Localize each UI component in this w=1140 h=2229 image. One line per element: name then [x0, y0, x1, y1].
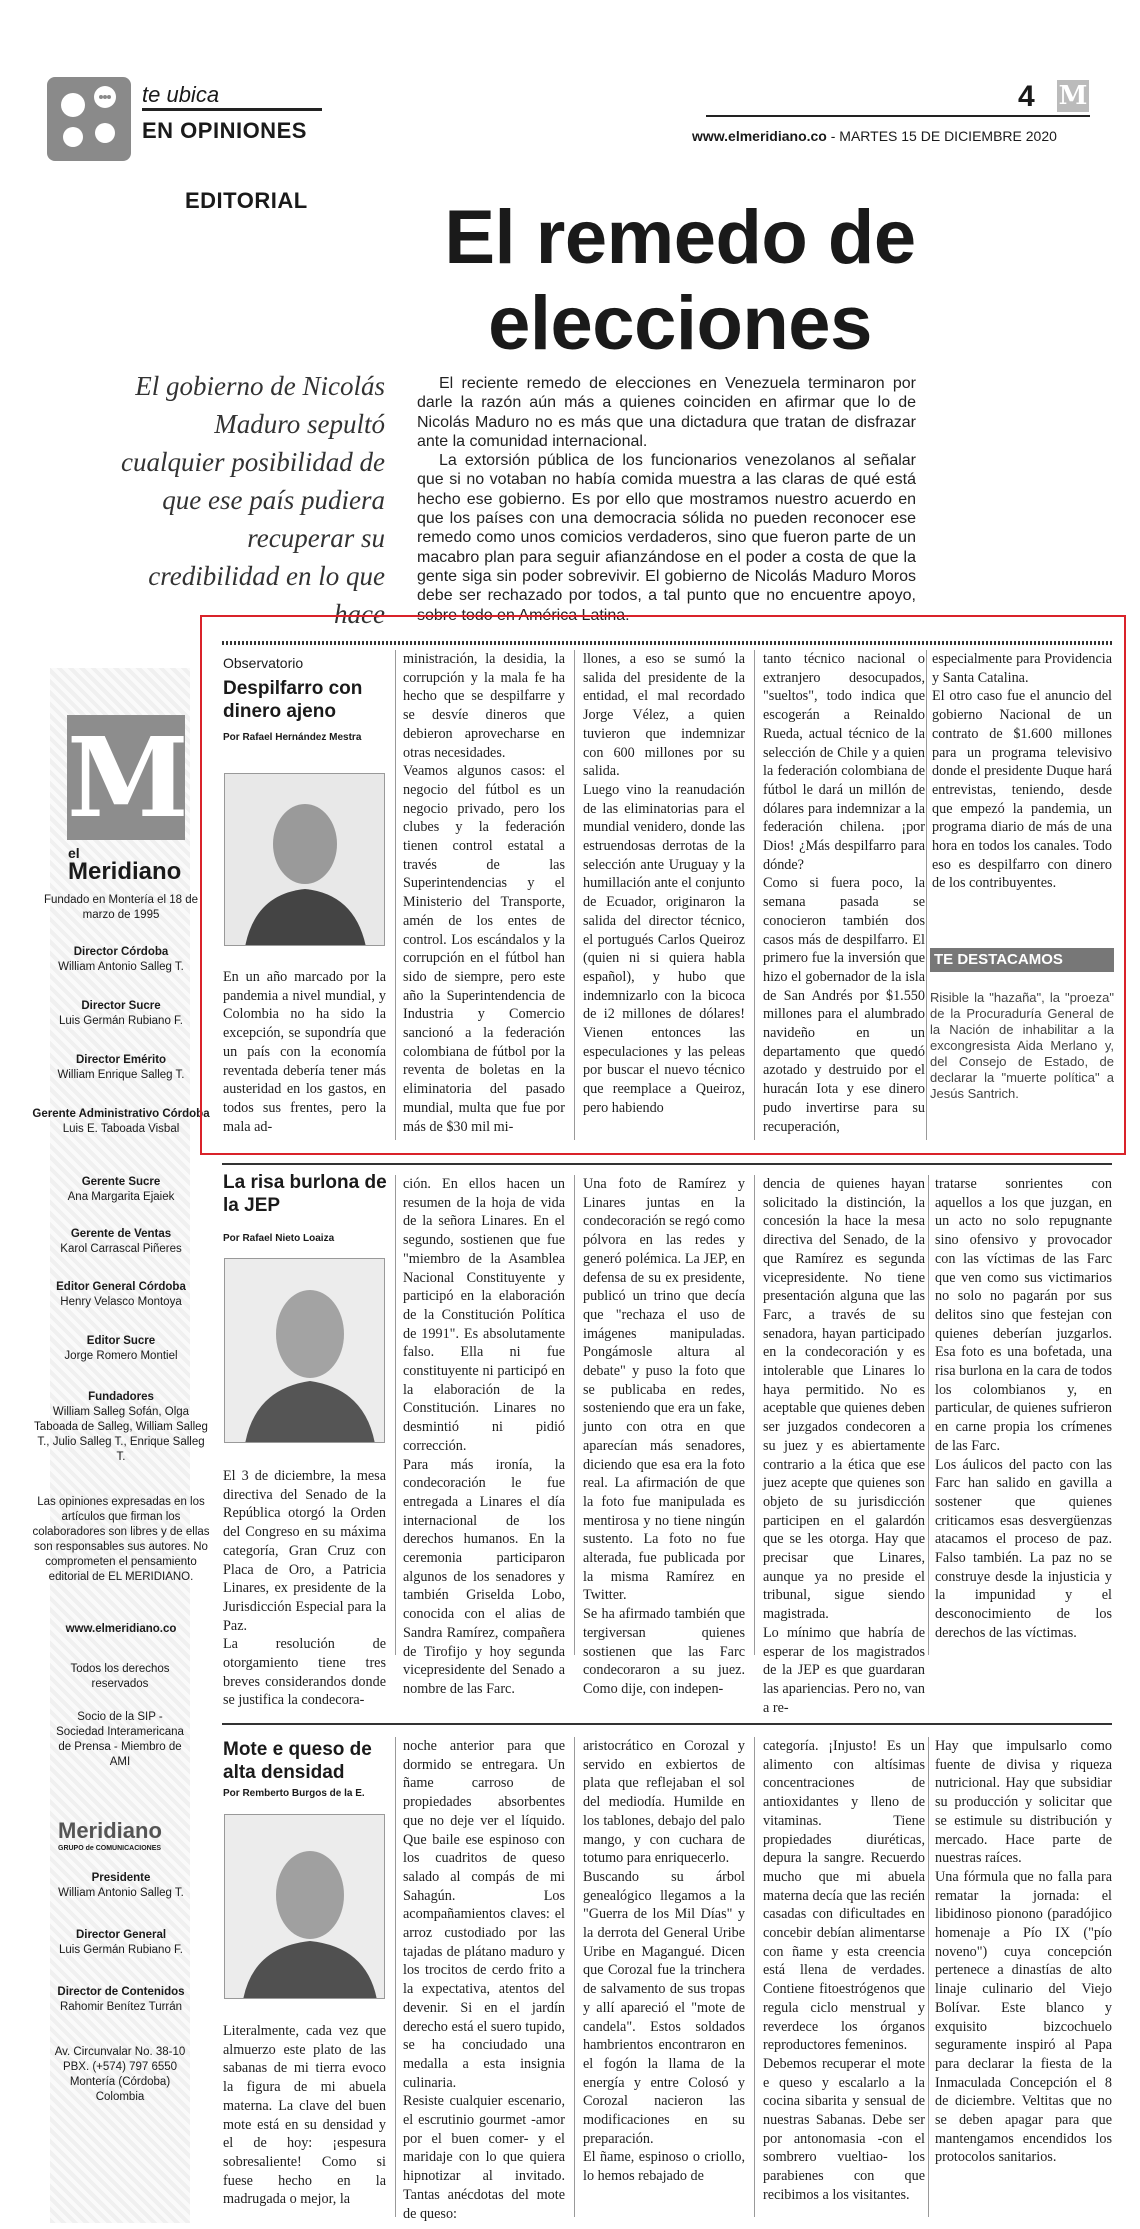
highlight-label: TE DESTACAMOS [930, 948, 1114, 972]
column-rule [928, 1737, 929, 2217]
masthead-founded: Fundado en Montería el 18 de marzo de 1995 [43, 894, 199, 921]
masthead-membership: Socio de la SIP - Sociedad Interamericana de Prensa - Miembro de AMI [56, 1711, 184, 1768]
masthead-founders: Fundadores William Salleg Sofán, Olga Taboada de Salleg, William Salleg T., Julio Salleg T., Enrique Salleg T. [34, 1391, 208, 1463]
masthead-staff-entry: Director Emérito William Enrique Salleg T. [57, 1054, 185, 1081]
section-rule [222, 1163, 1112, 1165]
author-photo [224, 1258, 385, 1443]
column-rule [395, 1175, 396, 1655]
header-rule [706, 115, 1090, 117]
column-rule [574, 1175, 575, 1655]
column-rule [754, 650, 755, 1140]
editorial-body [417, 374, 916, 625]
author-photo [224, 773, 385, 946]
section-tag-rule [142, 108, 322, 111]
article-column: categoría. ¡Injusto! Es un alimento con altísimas concentraciones de antioxidantes y lleno de vitaminas. Tiene propiedades diuréticas, depura la sangre. Recuerdo mucho que mi abuela materna decía que las recién casadas con dificultades en concebir debían alimentarse con ñame y esta creencia está llena de verdades. Contiene fitoestrógenos que regula ciclo menstrual y reverdece los órganos reproductores femeninos. Debemos recuperar el mote e queso y escalarlo a la cocina sibarita y sensual de nuestras Sabanas. Debe ser por antonomasia -con el sombrero vueltiao- los parabienes con que recibimos a los visitantes. [763, 1738, 925, 2203]
masthead-logo-icon: M [67, 713, 189, 842]
article-title: Despilfarro con dinero ajeno [223, 678, 363, 722]
masthead-staff-entry: Editor Sucre Jorge Romero Montiel [64, 1335, 178, 1362]
article-title: Mote e queso de alta densidad [223, 1739, 372, 1783]
date-text: - MARTES 15 DE DICIEMBRE 2020 [826, 128, 1057, 144]
article-byline: Por Remberto Burgos de la E. [223, 1788, 365, 1799]
article-title: La risa burlona de la JEP [223, 1172, 387, 1216]
column-rule [754, 1737, 755, 2217]
article-column: aristocrático en Corozal y servido en exbiertos de plata que reflejaban el sol del mediodía. Humilde en los tablones, debajo del palo mango, y con cuchara de totumo para enriquecerlo. Buscando su árbol genealógico llegamos a la "Guerra de los Mil Días" y la derrota del General Uribe Uribe en Magangué. Dicen que Corozal fue la trinchera de salvamento de sus tropas y allí apareció el "mote de candela". Estos soldados hambrientos encontraron en el fogón la llama de la energía y entre Colosó y Corozal nacieron las modificaciones en su preparación. El ñame, espinoso o criollo, lo hemos rebajado de [583, 1738, 745, 2185]
editorial-headline: El remedo de elecciones [444, 195, 916, 366]
masthead-address: Av. Circunvalar No. 38-10 PBX. (+574) 797 6550 Montería (Córdoba) Colombia [54, 2046, 186, 2103]
section-tag-line1: te ubica [142, 82, 220, 107]
article-column: especialmente para Providencia y Santa Catalina. El otro caso fue el anuncio del gobierno Nacional de un contrato de $1.600 millones para un programa televisivo donde el presidente Duque hará entrevistas, teniendo, desde que empezó la pandemia, un programa diario de más de una hora en todos los canales. Todo eso es despilfarro con dinero de los contribuyentes. [932, 651, 1112, 892]
article-column: El 3 de diciembre, la mesa directiva del Senado de la República otorgó la Orden del Congreso en su máxima categoría, Gran Cruz con Placa de Oro, a Patricia Linares, ex presidente de la Jurisdicción Especial para la Paz. La resolución de otorgamiento tiene tres breves considerandos donde se justifica la condecora- [223, 1468, 386, 1709]
article-column: Una foto de Ramírez y Linares juntas en la condecoración se regó como pólvora en las redes y generó polémica. La JEP, en defensa de su ex presidente, publicó un trino que decía que "rechaza el uso de imágenes manipuladas. Pongámosle altura al debate" y puso la foto que se publicaba en redes, sosteniendo que era un fake, junto con otra en que aparecían más senadores, diciendo que esa era la foto real. La afirmación de que la foto fue manipulada es mentirosa y no tiene ningún sustento. La foto no fue alterada, fue publicada por la misma Ramírez en Twitter. Se ha afirmado también que tergiversan quienes sostienen que las Farc condecoraron a su juez. Como dije, con indepen- [583, 1176, 745, 1697]
masthead-staff-entry: Gerente de Ventas Karol Carrascal Piñeres [60, 1228, 182, 1255]
article-column: dencia de quienes hayan solicitado la distinción, la concesión la hace la mesa directiva del Senado, de la que Ramírez es segunda vicepresidente. No tiene presentación alguna que las Farc, a través de su senadora, hayan participado en la condecoración y es intolerable que Linares lo haya permitido. No es aceptable que quienes deben ser juzgados condecoren a su juez y es abiertamente contrario a la ética que ese juez acepte que quienes son objeto de su jurisdicción participen en el galardón que se les otorga. Hay que precisar que Linares, aunque ya no preside el tribunal, sigue siendo magistrada. Lo mínimo que habría de esperar de los magistrados de la JEP es que guardaran las apariencias. Pero no, van a re- [763, 1176, 925, 1716]
highlight-text: Risible la "hazaña", la "proeza" de la Procuraduría General de la Nación de inhabilitar a la excongresista Aida Merlano y, del Consejo de Estado, de declarar la "muerte política" a Jesús Santrich. [930, 990, 1114, 1101]
column-rule [574, 650, 575, 1140]
column-rule [926, 650, 927, 1140]
masthead-disclaimer: Las opiniones expresadas en los artículos que firman los colaboradores son libres y de ellas son responsables sus autores. No comprometen el pensamiento editorial de EL MERIDIANO. [32, 1496, 210, 1583]
dotted-rule [222, 641, 1112, 645]
masthead-staff-entry: Gerente Sucre Ana Margarita Ejaiek [67, 1176, 175, 1203]
masthead-rights: Todos los derechos reservados [70, 1663, 170, 1690]
article-column: llones, a eso se sumó la salida del presidente de la entidad, el mal recordado Jorge Vélez, a quien tuvieron que indemnizar con 600 millones por su salida. Luego vino la reanudación de las eliminatorias para el mundial venidero, donde las estruendosas derrotas de la selección ante Uruguay y la humillación ante el conjunto de Ecuador, originaron la salida del director técnico, el portugués Carlos Queiroz (quien ni si quiera habla español), y hubo que indemnizarlo con la bicoca de i2 millones de dólares! Vienen entonces las especulaciones y las peleas por buscar el nuevo técnico que reemplace a Queiroz, pero habiendo [583, 651, 745, 1116]
article-section-tag: Observatorio [223, 655, 304, 671]
masthead-brand-small: el [68, 845, 80, 861]
column-rule [574, 1737, 575, 2217]
column-rule [928, 1175, 929, 1655]
masthead-staff-entry: Director de Contenidos Rahomir Benítez Turrán [57, 1986, 185, 2013]
article-column: En un año marcado por la pandemia a nivel mundial, y Colombia no ha sido la excepción, se supondría que un país con la economía reventada debería tener más austeridad en los gastos, en todos sus frentes, pero la mala ad- [223, 969, 386, 1135]
column-rule [395, 650, 396, 1140]
masthead-staff-entry: Presidente William Antonio Salleg T. [58, 1872, 184, 1899]
article-column: ministración, la desidia, la corrupción y la mala fe ha hecho que se despilfarre y se desvíe dineros que debieron aprovecharse en otras necesidades. Veamos algunos casos: el negocio del fútbol es un negocio privado, pero los clubes y la federación tienen control estatal a través de las Superintendencias y el Ministerio del Transporte, amén de los entes de control. Los escándalos y la corrupción en el fútbol han sido de siempre, pero este año la Superintendencia de Industria y Comercio sancionó a la federación colombiana de fútbol por la reventa de boletas en la eliminatoria del pasado mundial, multa que fue por más de $30 mil mi- [403, 651, 565, 1135]
article-column: tratarse sonrientes con aquellos a los que juzgan, en un acto no solo repugnante sino ofensivo y provocador con las víctimas de las Farc que ven como sus victimarios no solo no pagarán por sus delitos sino que festejan con quienes deberían juzgarlos. Esa foto es una bofetada, una risa burlona en la cara de todos los colombianos y, en particular, de quienes sufrieron en carne propia los crímenes de las Farc. Los áulicos del pacto con las Farc han salido en gavilla a sostener que quienes criticamos esas desvergüenzas atacamos el proceso de paz. Falso también. La paz no se construye desde la injusticia y la impunidad y el desconocimiento de los derechos de las víctimas. [935, 1176, 1112, 1641]
masthead-staff-entry: Director Córdoba William Antonio Salleg T. [58, 946, 184, 973]
article-column: noche anterior para que dormido se entregara. Un ñame carroso de propiedades absorbentes que no deje ver el líquido. Que baile ese espinoso con los cuadritos de queso salado al compás de mi Sahagún. Los acompañamientos claves: el arroz custodiado por las tajadas de plátano maduro y los trocitos de cerdo frito a la expectativa, atentos del devenir. Si en el jardín derecho está el suero tupido, se ha conciudado una medalla a esta insignia culinaria. Resiste cualquier escenario, el escrutinio gourmet -amor por el buen comer- y el maridaje con lo que quiera hipnotizar al invitado. Tantas anécdotas del mote de queso: [403, 1738, 565, 2222]
group-logo-name: Meridiano [58, 1818, 162, 1843]
article-column: tanto técnico nacional o extranjero desocupados, "sueltos", todo indica que escogerán a Reinaldo Rueda, actual técnico de la selección de Chile y a quien la federación colombiana de fútbol le dará un millón de dólares para indemnizar a la federación chilena. ¡por Dios! ¿Más despilfarro para dónde? Como si fuera poco, la semana pasada se conocieron también dos casos más de despilfarro. El primero fue la inversión que hizo el gobernador de la isla de San Andrés por $1.550 millones para el alumbrado navideño en un departamento que quedó azotado y destruido por el huracán Iota y ese dinero pudo invertirse para su recuperación, [763, 651, 925, 1135]
brand-logo-icon: M [1058, 81, 1088, 111]
article-byline: Por Rafael Nieto Loaiza [223, 1233, 335, 1244]
article-column: Literalmente, cada vez que almuerzo este plato de las sabanas de mi tierra evoco la figura de mi abuela materna. La clave del buen mote está en su densidad y el de hoy: ¡espesura sobresaliente! Como si fuese hecho en la madrugada o mejor, la [223, 2023, 386, 2208]
masthead-staff-entry: Director General Luis Germán Rubiano F. [58, 1929, 183, 1956]
masthead-staff-entry: Gerente Administrativo Córdoba Luis E. Taboada Visbal [32, 1108, 210, 1135]
article-byline: Por Rafael Hernández Mestra [223, 732, 362, 743]
editorial-label: EDITORIAL [185, 188, 308, 213]
masthead-brand-name: Meridiano [68, 858, 182, 885]
column-rule [395, 1737, 396, 2217]
section-rule [222, 1723, 1112, 1725]
editorial-paragraph: La extorsión pública de los funcionarios venezolanos al señalar que si no votaban no había comida muestra a las claras de qué está hecho ese gobierno. Es por ello que mostramos nuestro acuerdo en que los países con una democracia sólida no pueden reconocer ese remedo como unos comicios verdaderos, sino que fueron parte de un macabro plan para seguir afianzándose en el poder a costa de que la gente siga sin poder sobrevivir. El gobierno de Nicolás Maduro Moros debe ser rechazado por todos, a tal punto que no encuentre apoyo, sobre todo en América Latina. [417, 452, 916, 624]
dateline [692, 128, 1057, 144]
article-column: Hay que impulsarlo como fuente de divisa y riqueza nutricional. Hay que subsidiar su producción y solicitar que se estimule su distribución y mercado. Hace parte de nuestras raíces. Una fórmula que no falla para rematar la jornada: el libidinoso pionono (paradójico homenaje a Pío IX ("pío noveno") cuya concepción pertenece a dinastías de alto linaje culinario del Viejo Bolívar. Este blanco y exquisito bizcochuelo seguramente inspiró al Papa para declarar la fiesta de la Inmaculada Concepción el 8 de diciembre. Veltitas que no se deben apagar para que mantengamos encendidos los protocolos sanitarios. [935, 1738, 1112, 2166]
column-rule [754, 1175, 755, 1655]
section-tag-line2: EN OPINIONES [142, 118, 307, 143]
editorial-paragraph: El reciente remedo de elecciones en Venezuela terminaron por darle la razón aún más a quienes coinciden en afirmar que lo de Nicolás Maduro no es más que una dictadura que tratan de disfrazar ante la comunidad internacional. [417, 375, 916, 450]
article-column: ción. En ellos hacen un resumen de la hoja de vida de la señora Linares. En el segundo, sostienen que fue "miembro de la Asamblea Nacional Constituyente y participó en la elaboración de la Constitución Política de 1991". Es absolutamente falso. Ella ni fue constituyente ni participó en la elaboración de la Constitución. Linares no desmintió ni pidió corrección. Para más ironía, la condecoración le fue entregada a Linares el día internacional de los derechos humanos. En la ceremonia participaron algunos de los senadores y también Griselda Lobo, conocida con el alias de Sandra Ramírez, compañera de Tirofijo y hoy segunda vicepresidente del Senado a nombre de las Farc. [403, 1176, 565, 1697]
page-number: 4 [1018, 80, 1035, 113]
section-logo-icon [47, 77, 131, 161]
masthead-staff-entry: Editor General Córdoba Henry Velasco Montoya [56, 1281, 186, 1308]
group-logo-sub: GRUPO de COMUNICACIONES [58, 1845, 162, 1852]
masthead-staff-entry: Director Sucre Luis Germán Rubiano F. [58, 1000, 183, 1027]
masthead-website-link[interactable]: www.elmeridiano.co [65, 1623, 177, 1635]
author-photo [224, 1814, 385, 1999]
website-link[interactable]: www.elmeridiano.co [692, 128, 827, 144]
editorial-pullquote: El gobierno de Nicolás Maduro sepultó cualquier posibilidad de que ese país pudiera recuperar su credibilidad en lo que hace [121, 371, 385, 629]
